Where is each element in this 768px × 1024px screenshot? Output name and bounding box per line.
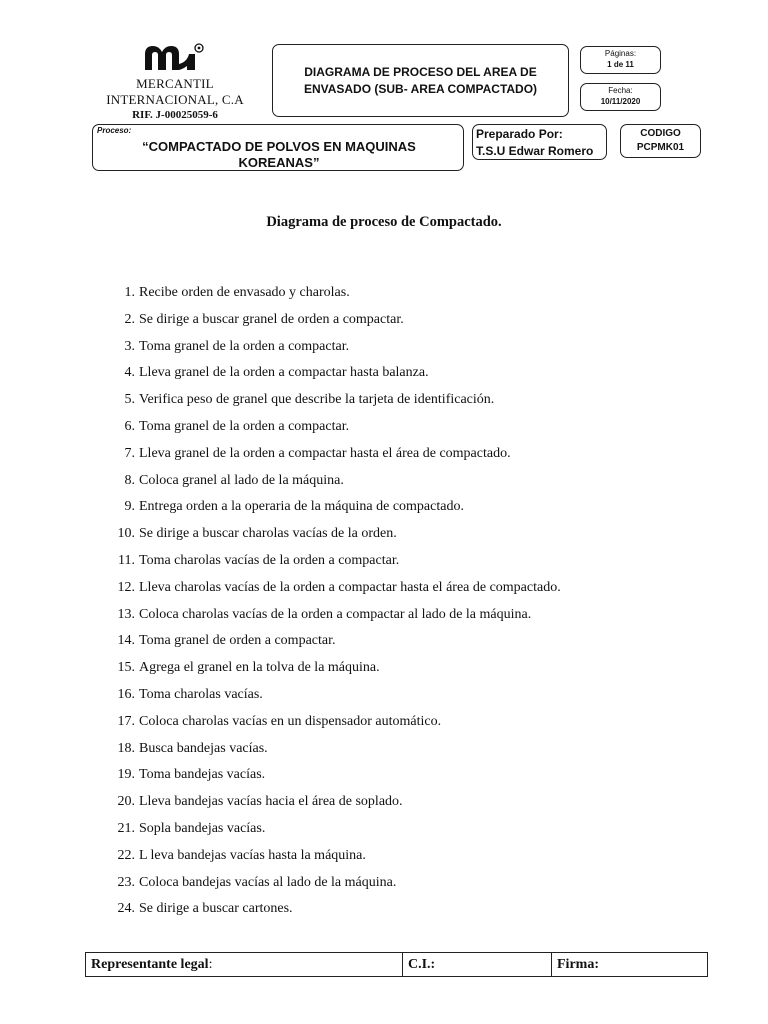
legal-representative-label: Representante legal — [91, 956, 209, 972]
step-text: Sopla bandejas vacías. — [139, 820, 266, 836]
step-text: Toma bandejas vacías. — [139, 767, 266, 783]
prepared-by-box — [472, 124, 607, 160]
company-rif: RIF. J-00025059-6 — [132, 109, 218, 121]
step-number: 4. — [124, 365, 135, 381]
step-text: Toma granel de la orden a compactar. — [139, 418, 350, 434]
list-item — [110, 472, 561, 499]
step-number: 8. — [124, 472, 135, 488]
step-number: 15. — [117, 660, 135, 676]
step-number: 7. — [124, 445, 135, 461]
list-item — [110, 874, 561, 901]
step-number: 19. — [117, 767, 135, 783]
list-item — [110, 632, 561, 659]
list-item — [110, 391, 561, 418]
prepared-by-value: T.S.U Edwar Romero — [476, 144, 594, 158]
step-text: Toma charolas vacías. — [139, 686, 263, 702]
pages-box — [580, 46, 661, 74]
step-number: 24. — [117, 901, 135, 917]
list-item — [110, 740, 561, 767]
step-number: 6. — [124, 418, 135, 434]
list-item — [110, 338, 561, 365]
step-text: Toma charolas vacías de la orden a compactar. — [139, 552, 400, 568]
document-title — [304, 64, 537, 98]
step-text: Coloca charolas vacías de la orden a compactar al lado de la máquina. — [139, 606, 532, 622]
signature-table — [85, 952, 708, 977]
document-title-line1: DIAGRAMA DE PROCESO DEL AREA DE — [304, 64, 537, 79]
list-item — [110, 686, 561, 713]
company-name-line2: INTERNACIONAL, C.A — [106, 92, 244, 107]
code-label: CODIGO — [640, 128, 681, 139]
step-number: 1. — [124, 285, 135, 300]
document-title-line2: ENVASADO (SUB- AREA COMPACTADO) — [303, 81, 538, 96]
pages-value: 1 de 11 — [607, 60, 634, 69]
company-name-line1: MERCANTIL — [136, 76, 214, 91]
step-text: Coloca bandejas vacías al lado de la máquina. — [139, 874, 397, 890]
process-name-line2: KOREANAS” — [238, 155, 320, 170]
step-text: Lleva charolas vacías de la orden a compactar hasta el área de compactado. — [139, 579, 561, 595]
step-number: 11. — [118, 552, 135, 568]
step-number: 10. — [117, 526, 135, 542]
step-text: Lleva granel de la orden a compactar hasta el área de compactado. — [139, 445, 511, 461]
list-item — [110, 847, 561, 874]
list-item — [110, 713, 561, 740]
signature-cell — [552, 953, 708, 977]
step-text: Lleva granel de la orden a compactar hasta balanza. — [139, 365, 429, 381]
step-number: 20. — [117, 794, 135, 810]
code-box — [620, 124, 701, 158]
process-name-line1: “COMPACTADO DE POLVOS EN MAQUINAS — [142, 139, 416, 154]
step-text: Se dirige a buscar charolas vacías de la orden. — [139, 526, 397, 542]
step-text: Coloca granel al lado de la máquina. — [139, 472, 344, 488]
step-number: 21. — [117, 820, 135, 836]
list-item — [110, 445, 561, 472]
ci-cell — [403, 953, 552, 977]
step-text: Toma granel de orden a compactar. — [139, 633, 336, 649]
date-label: Fecha: — [608, 86, 633, 95]
list-item — [110, 900, 561, 927]
process-label: Proceso: — [97, 126, 132, 135]
step-text: Se dirige a buscar cartones. — [139, 901, 293, 917]
step-number: 9. — [124, 499, 135, 515]
step-number: 16. — [117, 686, 135, 702]
signature-label: Firma: — [557, 956, 599, 972]
list-item — [110, 418, 561, 445]
step-number: 23. — [117, 874, 135, 890]
step-text: Se dirige a buscar granel de orden a compactar. — [139, 311, 404, 327]
list-item — [110, 525, 561, 552]
step-text: Entrega orden a la operaria de la máquina de compactado. — [139, 499, 464, 515]
step-number: 14. — [117, 633, 135, 649]
prepared-by-label: Preparado Por: — [476, 127, 563, 141]
process-steps-list — [110, 284, 561, 927]
step-text: Lleva bandejas vacías hacia el área de soplado. — [139, 794, 403, 810]
step-number: 2. — [124, 311, 135, 327]
ci-label: C.I.: — [408, 956, 436, 972]
pages-label: Páginas: — [604, 49, 637, 58]
date-box — [580, 83, 661, 111]
list-item — [110, 820, 561, 847]
list-item — [110, 311, 561, 338]
legal-representative-colon: : — [208, 956, 213, 972]
step-number: 17. — [117, 713, 135, 729]
list-item — [110, 364, 561, 391]
step-text: Recibe orden de envasado y charolas. — [139, 285, 350, 300]
document-title-box — [272, 44, 569, 117]
step-number: 22. — [117, 847, 135, 863]
step-text: Verifica peso de granel que describe la tarjeta de identificación. — [139, 392, 495, 408]
code-value: PCPMK01 — [636, 142, 685, 153]
step-text: L leva bandejas vacías hasta la máquina. — [139, 847, 366, 863]
list-item — [110, 284, 561, 311]
step-number: 18. — [117, 740, 135, 756]
process-name — [93, 139, 465, 171]
list-item — [110, 766, 561, 793]
company-block — [100, 42, 250, 122]
company-logo-icon — [143, 42, 207, 72]
step-number: 13. — [117, 606, 135, 622]
list-item — [110, 793, 561, 820]
step-number: 12. — [117, 579, 135, 595]
step-text: Agrega el granel en la tolva de la máquina. — [139, 660, 380, 676]
list-item — [110, 606, 561, 633]
section-heading: Diagrama de proceso de Compactado. — [266, 214, 502, 230]
list-item — [110, 579, 561, 606]
list-item — [110, 498, 561, 525]
list-item — [110, 552, 561, 579]
step-number: 3. — [124, 338, 135, 354]
step-text: Toma granel de la orden a compactar. — [139, 338, 350, 354]
process-box — [92, 124, 464, 171]
step-text: Busca bandejas vacías. — [139, 740, 268, 756]
legal-representative-cell — [86, 953, 403, 977]
step-text: Coloca charolas vacías en un dispensador automático. — [139, 713, 442, 729]
step-number: 5. — [124, 392, 135, 408]
date-value: 10/11/2020 — [600, 97, 641, 106]
list-item — [110, 659, 561, 686]
